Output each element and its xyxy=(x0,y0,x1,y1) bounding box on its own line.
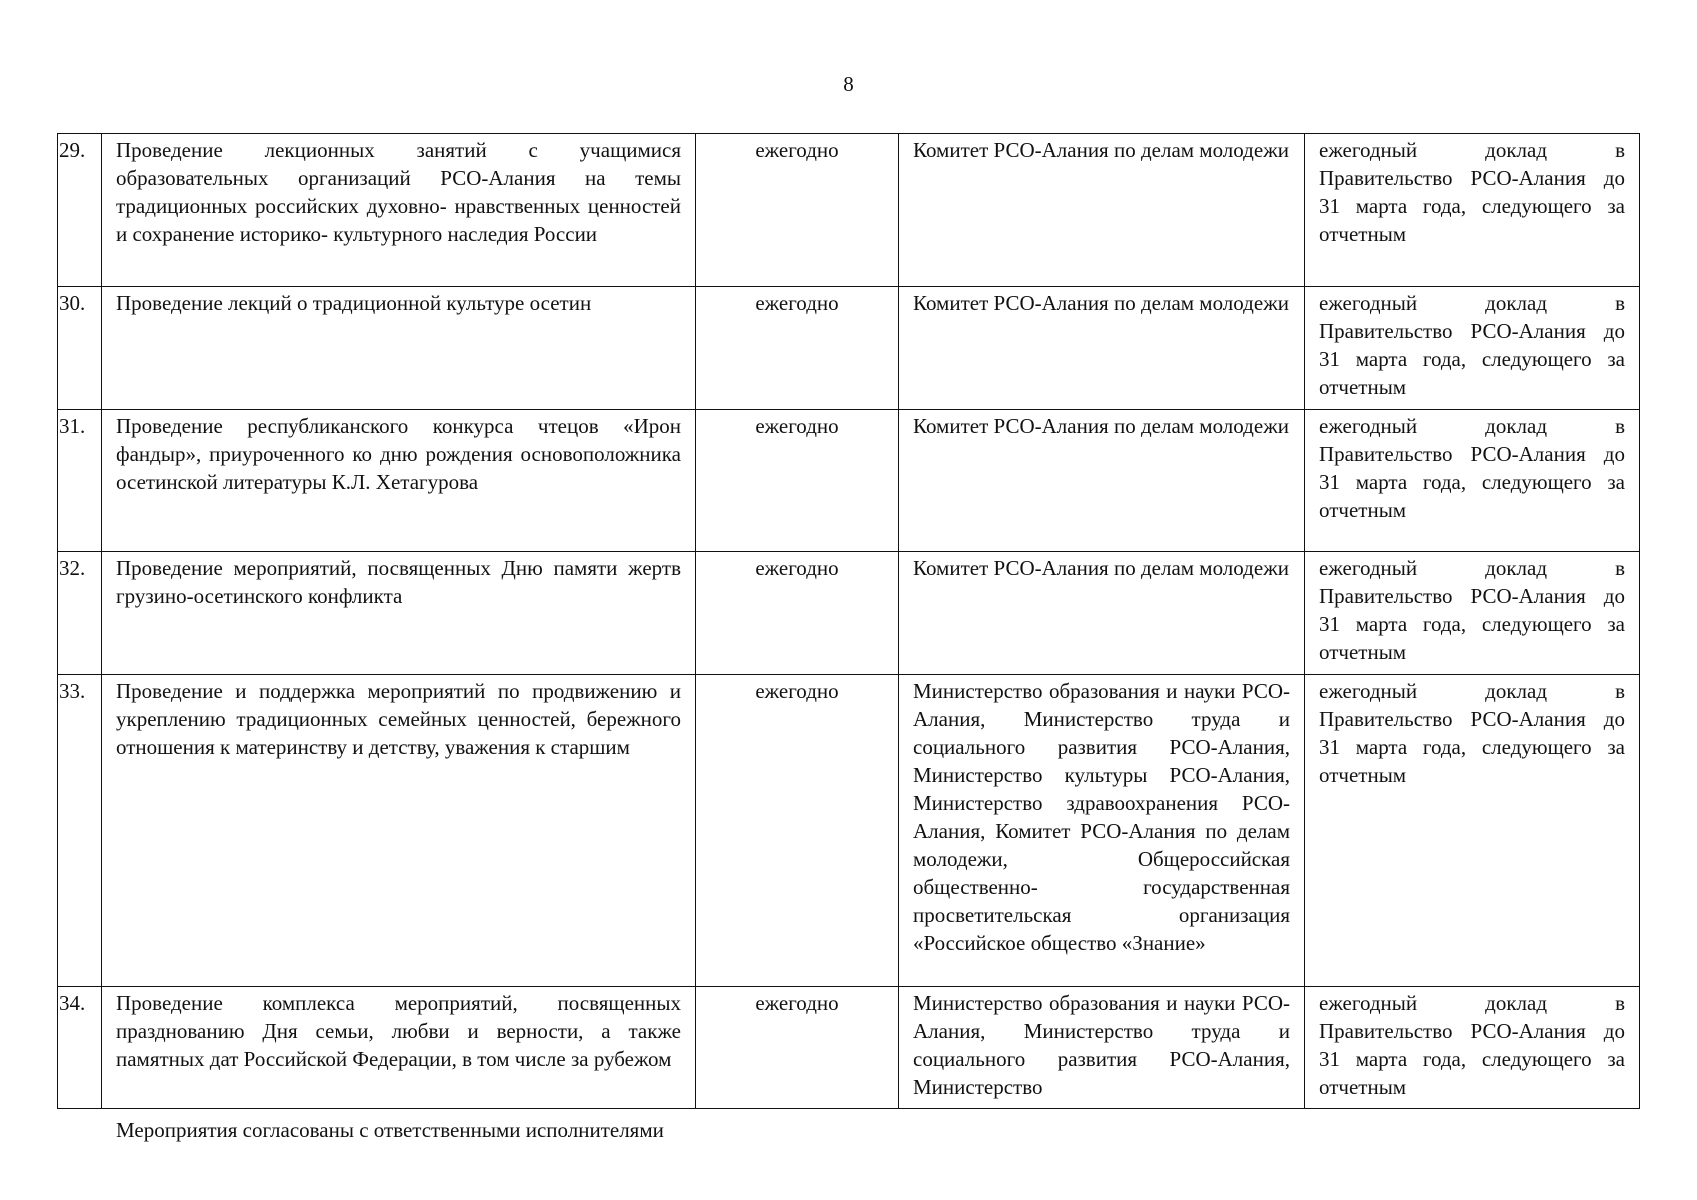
report-cell: ежегодный доклад в Правительство РСО-Алания до 31 марта года, следующего за отчетным xyxy=(1305,287,1640,410)
period-cell: ежегодно xyxy=(696,410,899,552)
row-number: 34. xyxy=(58,987,102,1109)
report-cell: ежегодный доклад в Правительство РСО-Алания до 31 марта года, следующего за отчетным xyxy=(1305,552,1640,675)
page-number: 8 xyxy=(843,72,854,96)
table-row xyxy=(58,134,1640,287)
executor-cell: Министерство образования и науки РСО-Алания, Министерство труда и социального развития РСО-Алания, Министерство культуры РСО-Алания, Министерство здравоохранения РСО-Алания, Комитет РСО-Алания по делам молодежи, Общероссийская общественно- государственная просветительская организация «Российское общество «Знание» xyxy=(899,675,1305,987)
row-number: 33. xyxy=(58,675,102,987)
report-cell: ежегодный доклад в Правительство РСО-Алания до 31 марта года, следующего за отчетным xyxy=(1305,675,1640,987)
table-row xyxy=(58,287,1640,410)
executor-cell: Комитет РСО-Алания по делам молодежи xyxy=(899,134,1305,287)
event-cell: Проведение лекций о традиционной культуре осетин xyxy=(102,287,696,410)
period-cell: ежегодно xyxy=(696,987,899,1109)
row-number: 29. xyxy=(58,134,102,287)
row-number: 32. xyxy=(58,552,102,675)
report-cell: ежегодный доклад в Правительство РСО-Алания до 31 марта года, следующего за отчетным xyxy=(1305,410,1640,552)
row-number: 31. xyxy=(58,410,102,552)
measures-table xyxy=(57,133,1640,1109)
footnote: Мероприятия согласованы с ответственными исполнителями xyxy=(116,1118,664,1142)
event-cell: Проведение республиканского конкурса чтецов «Ирон фандыр», приуроченного ко дню рождения основоположника осетинской литературы К.Л. Хетагурова xyxy=(102,410,696,552)
table-row xyxy=(58,552,1640,675)
executor-cell: Министерство образования и науки РСО-Алания, Министерство труда и социального развития РСО-Алания, Министерство xyxy=(899,987,1305,1109)
table-row xyxy=(58,410,1640,552)
report-cell: ежегодный доклад в Правительство РСО-Алания до 31 марта года, следующего за отчетным xyxy=(1305,987,1640,1109)
executor-cell: Комитет РСО-Алания по делам молодежи xyxy=(899,287,1305,410)
period-cell: ежегодно xyxy=(696,552,899,675)
event-cell: Проведение лекционных занятий с учащимися образовательных организаций РСО-Алания на темы традиционных российских духовно- нравственных ценностей и сохранение историко- культурного наследия России xyxy=(102,134,696,287)
table-row xyxy=(58,987,1640,1109)
row-number: 30. xyxy=(58,287,102,410)
report-cell: ежегодный доклад в Правительство РСО-Алания до 31 марта года, следующего за отчетным xyxy=(1305,134,1640,287)
event-cell: Проведение и поддержка мероприятий по продвижению и укреплению традиционных семейных ценностей, бережного отношения к материнству и детству, уважения к старшим xyxy=(102,675,696,987)
executor-cell: Комитет РСО-Алания по делам молодежи xyxy=(899,552,1305,675)
event-cell: Проведение мероприятий, посвященных Дню памяти жертв грузино-осетинского конфликта xyxy=(102,552,696,675)
period-cell: ежегодно xyxy=(696,134,899,287)
event-cell: Проведение комплекса мероприятий, посвященных празднованию Дня семьи, любви и верности, а также памятных дат Российской Федерации, в том числе за рубежом xyxy=(102,987,696,1109)
period-cell: ежегодно xyxy=(696,287,899,410)
period-cell: ежегодно xyxy=(696,675,899,987)
executor-cell: Комитет РСО-Алания по делам молодежи xyxy=(899,410,1305,552)
table-row xyxy=(58,675,1640,987)
